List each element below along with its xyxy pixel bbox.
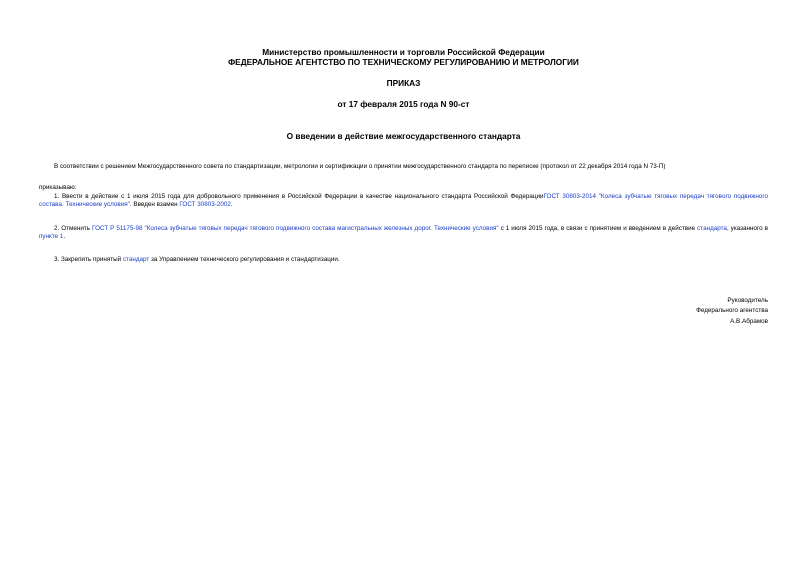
item1-text-a: 1. Ввести в действие с 1 июля 2015 года для добровольного применения в Российской Федерации в качестве национального стандарта Российской Федерации bbox=[54, 193, 544, 200]
gost-30803-2014-link[interactable]: ГОСТ 30803-2014 "Колеса зубчатые тяговых передач тягового подвижного состава. Технические условия" bbox=[39, 193, 768, 209]
signature-title: Руководитель bbox=[727, 297, 768, 304]
item2-text-b: с 1 июля 2015 года, в связи с принятием и введением в действие bbox=[498, 225, 698, 232]
point-1-link[interactable]: пункте 1 bbox=[39, 233, 64, 241]
signature-name: А.В.Абрамов bbox=[730, 318, 768, 325]
agency-heading: ФЕДЕРАЛЬНОЕ АГЕНТСТВО ПО ТЕХНИЧЕСКОМУ РЕГУЛИРОВАНИЮ И МЕТРОЛОГИИ bbox=[228, 57, 579, 67]
item3-text-a: 3. Закрепить принятый bbox=[54, 256, 123, 263]
preamble: В соответствии с решением Межгосударственного совета по стандартизации, метрологии и сертификации о принятии межгосударственного стандарта по переписке (протокол от 22 декабря 2014 года N 73-П) bbox=[54, 163, 666, 170]
standard-link[interactable]: стандарта bbox=[697, 225, 727, 232]
item2-text-c: , указанного в bbox=[726, 225, 769, 232]
order-word: приказываю: bbox=[39, 184, 77, 191]
order-item-1 bbox=[39, 193, 768, 209]
ministry-heading: Министерство промышленности и торговли Российской Федерации bbox=[262, 47, 545, 57]
item3-text-b: за Управлением технического регулирования и стандартизации. bbox=[149, 256, 340, 263]
order-item-3 bbox=[54, 256, 754, 264]
order-item-2 bbox=[39, 225, 768, 241]
item1-text-b: . Введен взамен bbox=[129, 201, 180, 209]
adopted-standard-link[interactable]: стандарт bbox=[122, 256, 150, 263]
signature-agency: Федерального агентства bbox=[696, 307, 768, 314]
gost-r-51175-98-link[interactable]: ГОСТ Р 51175-98 "Колеса зубчатые тяговых передач тягового подвижного состава магистральных железных дорог. Технические условия" bbox=[92, 225, 499, 232]
item1-text-c: . bbox=[230, 201, 233, 209]
item2-text-a: 2. Отменить bbox=[54, 225, 93, 232]
gost-30803-2002-link[interactable]: ГОСТ 30803-2002 bbox=[179, 201, 231, 209]
item2-text-d: . bbox=[63, 233, 66, 241]
document-date-number: от 17 февраля 2015 года N 90-ст bbox=[337, 99, 470, 109]
document-title: О введении в действие межгосударственного стандарта bbox=[286, 131, 521, 141]
document-type: ПРИКАЗ bbox=[386, 78, 421, 88]
